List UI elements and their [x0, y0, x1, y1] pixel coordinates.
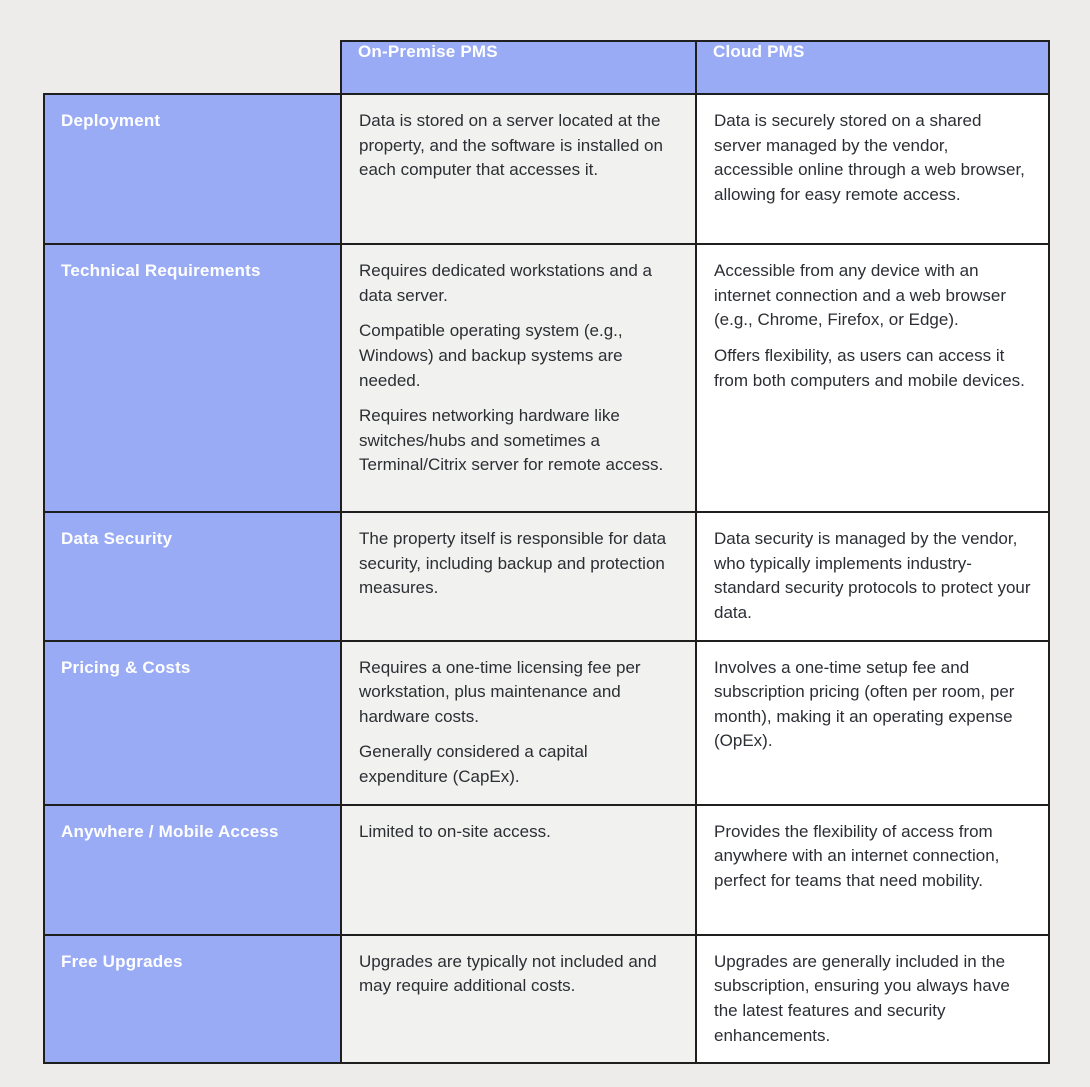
cell-paragraph: Requires a one-time licensing fee per workstation, plus maintenance and hardware costs.: [359, 657, 641, 726]
on-premise-cell: [341, 805, 696, 935]
on-premise-cell: [341, 244, 696, 512]
cell-paragraph: Generally considered a capital expenditure (CapEx).: [359, 742, 588, 787]
row-label: Pricing & Costs: [44, 641, 341, 805]
cloud-cell: [696, 512, 1049, 641]
cloud-cell: [696, 244, 1049, 512]
cloud-cell: [696, 641, 1049, 805]
table-row: [44, 244, 1049, 512]
cloud-cell: [696, 94, 1049, 244]
cell-paragraph: Requires dedicated workstations and a data server.: [359, 261, 652, 305]
cell-paragraph: Upgrades are typically not included and may require additional costs.: [359, 951, 657, 996]
table-row: [44, 805, 1049, 935]
row-label: Anywhere / Mobile Access: [44, 805, 341, 935]
cell-paragraph: Data is stored on a server located at the property, and the software is installed on each computer that accesses it.: [359, 111, 663, 180]
cloud-cell: [696, 935, 1049, 1064]
on-premise-cell: [341, 512, 696, 641]
cloud-cell: [696, 805, 1049, 935]
comparison-table-body: [44, 94, 1049, 1063]
row-label: Free Upgrades: [44, 935, 341, 1064]
cell-paragraph: Involves a one-time setup fee and subscription pricing (often per room, per month), making it an operating expense (OpEx).: [714, 657, 1015, 751]
column-header-cloud: Cloud PMS: [696, 41, 1049, 94]
table-row: [44, 512, 1049, 641]
table-row: [44, 94, 1049, 244]
cell-paragraph: Compatible operating system (e.g., Windows) and backup systems are needed.: [359, 321, 623, 390]
header-row: [44, 41, 1049, 94]
corner-spacer: [44, 41, 341, 94]
cell-paragraph: Offers flexibility, as users can access it from both computers and mobile devices.: [714, 345, 1025, 390]
cell-paragraph: Data security is managed by the vendor, who typically implements industry-standard security protocols to protect your data.: [714, 529, 1031, 622]
cell-paragraph: The property itself is responsible for data security, including backup and protection measures.: [359, 529, 667, 598]
column-header-on-premise: On-Premise PMS: [341, 41, 696, 94]
table-row: [44, 935, 1049, 1064]
on-premise-cell: [341, 641, 696, 805]
cell-paragraph: Accessible from any device with an internet connection and a web browser (e.g., Chrome, Firefox, or Edge).: [714, 261, 1007, 330]
cell-paragraph: Data is securely stored on a shared server managed by the vendor, accessible online through a web browser, allowing for easy remote access.: [714, 111, 1025, 204]
row-label: Deployment: [44, 94, 341, 244]
cell-paragraph: Limited to on-site access.: [359, 821, 551, 841]
on-premise-cell: [341, 94, 696, 244]
on-premise-cell: [341, 935, 696, 1064]
pms-comparison-table: [43, 40, 1050, 1064]
table-row: [44, 641, 1049, 805]
cell-paragraph: Requires networking hardware like switches/hubs and sometimes a Terminal/Citrix server for remote access.: [359, 406, 664, 475]
row-label: Technical Requirements: [44, 244, 341, 512]
cell-paragraph: Upgrades are generally included in the subscription, ensuring you always have the latest features and security enhancements.: [714, 951, 1010, 1045]
cell-paragraph: Provides the flexibility of access from anywhere with an internet connection, perfect for teams that need mobility.: [714, 821, 1000, 891]
row-label: Data Security: [44, 512, 341, 641]
